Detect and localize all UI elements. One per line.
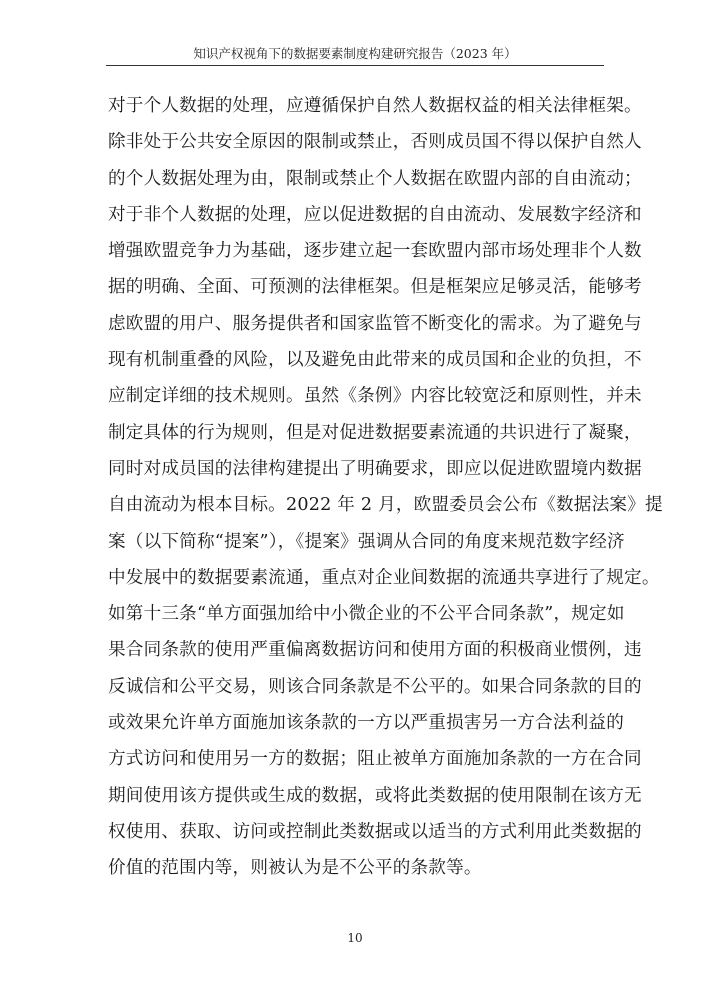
text-line: 对于个人数据的处理，应遵循保护自然人数据权益的相关法律框架。 — [108, 96, 642, 116]
text-line: 据的明确、全面、可预测的法律框架。但是框架应足够灵活，能够考 — [108, 277, 642, 298]
text-line: 现有机制重叠的风险，以及避免由此带来的成员国和企业的负担，不 — [108, 350, 642, 371]
text-line: 果合同条款的使用严重偏离数据访问和使用方面的积极商业惯例，违 — [108, 640, 642, 661]
text-line: 或效果允许单方面施加该条款的一方以严重损害另一方合法利益的 — [108, 713, 625, 734]
text-line: 中发展中的数据要素流通，重点对企业间数据的流通共享进行了规定。 — [108, 567, 660, 588]
text-line: 除非处于公共安全原因的限制或禁止，否则成员国不得以保护自然人 — [108, 132, 642, 153]
text-line: 同时对成员国的法律构建提出了明确要求，即应以促进欧盟境内数据 — [108, 458, 642, 479]
text-line: 应制定详细的技术规则。虽然《条例》内容比较宽泛和原则性，并未 — [108, 386, 642, 407]
text-line: 的个人数据处理为由，限制或禁止个人数据在欧盟内部的自由流动； — [108, 168, 642, 189]
text-line: 制定具体的行为规则，但是对促进数据要素流通的共识进行了凝聚， — [108, 422, 642, 443]
text-line: 权使用、获取、访问或控制此类数据或以适当的方式利用此类数据的 — [108, 821, 642, 842]
text-line: 自由流动为根本目标。2022 年 2 月，欧盟委员会公布《数据法案》提 — [108, 495, 663, 516]
running-header: 知识产权视角下的数据要素制度构建研究报告（2023 年） — [193, 46, 517, 61]
text-line: 虑欧盟的用户、服务提供者和国家监管不断变化的需求。为了避免与 — [108, 313, 642, 334]
page-number: 10 — [347, 931, 363, 945]
text-line: 价值的范围内等，则被认为是不公平的条款等。 — [108, 858, 482, 879]
text-line: 方式访问和使用另一方的数据；阻止被单方面施加条款的一方在合同 — [108, 749, 642, 770]
text-line: 期间使用该方提供或生成的数据，或将此类数据的使用限制在该方无 — [108, 785, 642, 806]
header-divider — [106, 65, 604, 66]
text-line: 增强欧盟竞争力为基础，逐步建立起一套欧盟内部市场处理非个人数 — [108, 241, 642, 262]
text-line: 案（以下简称“提案”），《提案》强调从合同的角度来规范数字经济 — [108, 531, 625, 552]
text-line: 对于非个人数据的处理，应以促进数据的自由流动、发展数字经济和 — [108, 204, 642, 225]
text-line: 反诚信和公平交易，则该合同条款是不公平的。如果合同条款的目的 — [108, 676, 642, 697]
text-line: 如第十三条“单方面强加给中小微企业的不公平合同条款”，规定如 — [108, 604, 625, 625]
body-text — [108, 88, 663, 887]
